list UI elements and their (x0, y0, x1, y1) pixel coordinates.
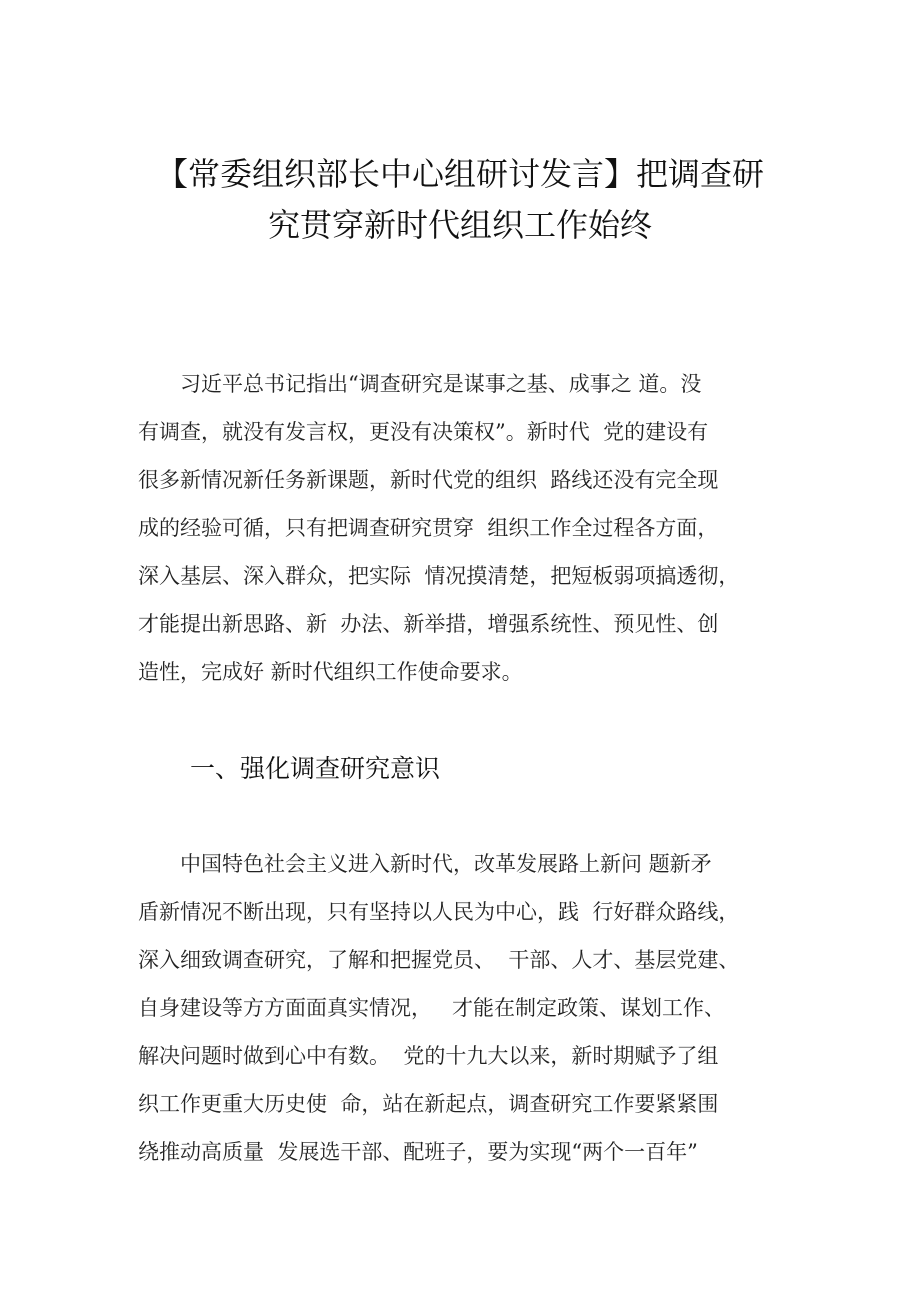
paragraph-line: 深入基层、深入群众，把实际 情况摸清楚，把短板弱项搞透彻， (138, 564, 740, 588)
paragraph-line: 造性，完成好 新时代组织工作使命要求。 (138, 660, 523, 684)
paragraph-line: 中国特色社会主义进入新时代，改革发展路上新问 题新矛 (138, 852, 712, 876)
document-title-line-1: 【常委组织部长中心组研讨发言】把调查研 (155, 155, 764, 193)
paragraph-line: 深入细致调查研究，了解和把握党员、 干部、人才、基层党建、 (138, 948, 740, 972)
paragraph-line: 绕推动高质量 发展选干部、配班子，要为实现“两个一百年” (138, 1140, 698, 1164)
section-heading: 一、强化调查研究意识 (190, 754, 441, 783)
paragraph-line: 习近平总书记指出“调查研究是谋事之基、成事之 道。没 (138, 372, 702, 396)
paragraph-line: 才能提出新思路、新 办法、新举措，增强系统性、预见性、创 (138, 612, 719, 636)
paragraph-line: 很多新情况新任务新课题，新时代党的组织 路线还没有完全现 (138, 468, 719, 492)
paragraph-line: 盾新情况不断出现，只有坚持以人民为中心，践 行好群众路线， (138, 900, 740, 924)
paragraph-line: 织工作更重大历史使 命，站在新起点，调查研究工作要紧紧围 (138, 1092, 719, 1116)
paragraph-line: 自身建设等方方面面真实情况， 才能在制定政策、谋划工作、 (138, 996, 726, 1020)
document-title-line-2: 究贯穿新时代组织工作始终 (267, 206, 652, 244)
paragraph-line: 成的经验可循，只有把调查研究贯穿 组织工作全过程各方面， (138, 516, 719, 540)
paragraph-line: 解决问题时做到心中有数。 党的十九大以来，新时期赋予了组 (138, 1044, 719, 1068)
paragraph-line: 有调查，就没有发言权，更没有决策权”。新时代 党的建设有 (138, 420, 709, 444)
